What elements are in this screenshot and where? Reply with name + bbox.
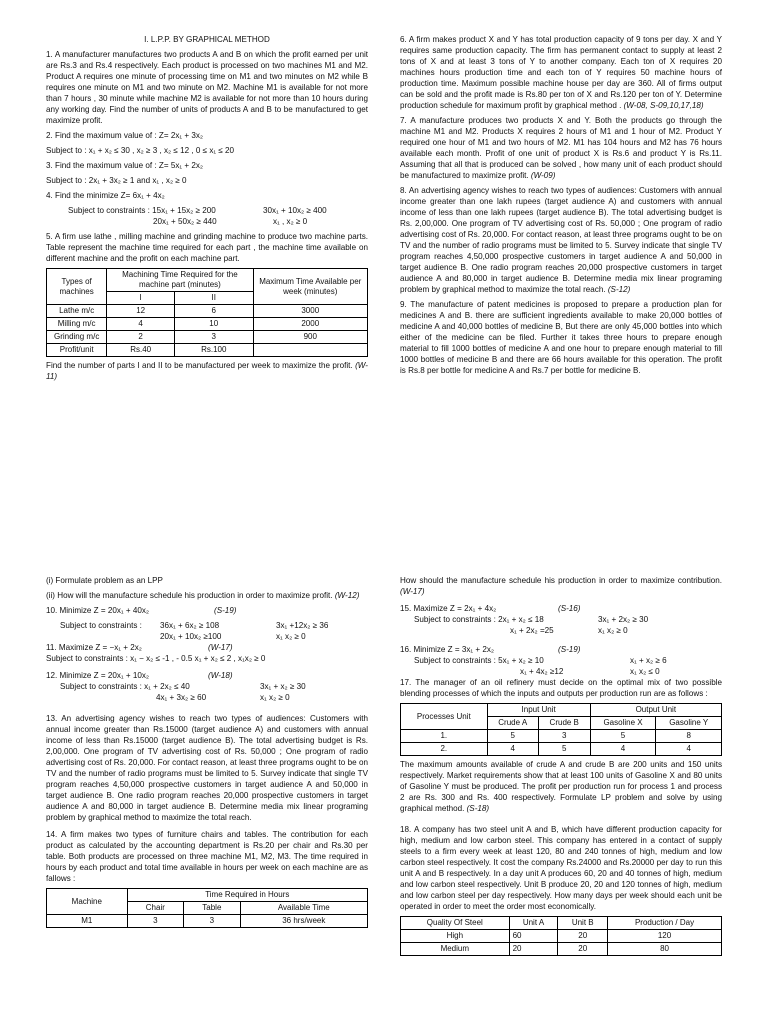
table-cell: 900 [253,331,367,344]
machine-table [46,268,368,357]
problem-14: 14. A firm makes two types of furniture chairs and tables. The contribution for each product as calculated by the accounting department is Rs.20 per chair and Rs.30 per table. Both products are processed on three machine M1, M2, M3. The time required in hours by each product and total time available in hours per week on each machine are as fallows : [46,830,368,883]
table-cell [253,344,367,357]
problem-4-constraints-row2: 20x₁ + 50x₂ ≥ 440 x₁ , x₂ ≥ 0 [153,217,308,226]
table-cell: 5 [538,743,590,756]
table-header: Available Time [240,902,367,915]
table-header: Crude B [538,717,590,730]
table-cell: 20 [509,943,558,956]
table-row [47,331,368,344]
bottom-right-column [400,575,722,959]
table-cell: 4 [107,318,175,331]
table-cell: 120 [608,930,722,943]
table-cell: 2. [401,743,488,756]
problem-17-after: The maximum amounts available of crude A and crude B are 200 units and 150 units respectively. Market requirements show that at least 100 units of Gasoline X and 80 units of Gasoline Y must be produced. The profit per production run for process 1 and process 2 are Rs. 300 and Rs. 400 respectively. Formulate LP problem and solve by using graphical method. (S-18) [400,760,722,813]
steel-table [400,916,722,956]
table-cell: 3000 [253,305,367,318]
problem-15-constraints: Subject to constraints : 2x₁ + x₂ ≤ 18 3x₁ + 2x₂ ≥ 30 [414,615,649,624]
problem-16: 16. Minimize Z = 3x₁ + 2x₂ (S-19) [400,645,581,654]
table-header: Table [184,902,241,915]
problem-10: 10. Minimize Z = 20x₁ + 40x₂ (S-19) [46,606,237,615]
problem-8: 8. An advertising agency wishes to reach two types of audiences: Customers with annual income greater than one lakh rupees (target audience A) and customers with annual income of less than one lakh rupees (target audience B). The total advertising budget is Rs. 2,00,000. One program of TV advertising cost of Rs. 50,000 ; One program of radio advertising cost of Rs. 20,000. For contact reason, at least three programs ought to be on TV and the number of radio programs must be limited to 5. Survey indicate that single TV program reaches 4,50,000 prospective customers in target audience A and 50,000 in target audience B. One radio program reaches 20,000 prospective customers in target audience A and 80,000 in target audience B. Determine media mix linear programing problem by graphical method to maximize the total reach. (S-12) [400,186,722,294]
problem-11: 11. Maximize Z = −x₁ + 2x₂ (W-17) [46,643,233,652]
table-header: Unit B [558,917,608,930]
table-cell: 2 [107,331,175,344]
table-cell: 6 [175,305,254,318]
table-header: Processes Unit [401,704,488,730]
problem-17: 17. The manager of an oil refinery must decide on the optimal mix of two possible blending processes of which the inputs and outputs per production run are as follows : [400,678,722,698]
problem-10-constraints-row2: 20x₁ + 10x₂ ≥100 x₁ x₂ ≥ 0 [160,632,306,641]
table-cell: High [401,930,510,943]
table-cell: 12 [107,305,175,318]
page-title: I. L.P.P. BY GRAPHICAL METHOD [144,35,270,44]
table-row [401,743,722,756]
table-cell: M1 [47,915,128,928]
table-header: Output Unit [590,704,721,717]
table-row [401,943,722,956]
refinery-table [400,703,722,756]
problem-12-constraints: Subject to constraints : x₁ + 2x₂ ≤ 40 3x₁ + x₂ ≥ 30 [60,682,306,691]
table-header: II [175,292,254,305]
problem-18: 18. A company has two steel unit A and B, which have different production capacity for high, medium and low carbon steel. This company has entered in a contact of supply steels to a firm every week at least 120, 80 and 240 tonnes of high, medium and low carbon steel respectively. It cost the company Rs.24000 and Rs.20000 per day to run this unit A and B respectively. In a day unit A produces 60, 20 and 40 tonnes of high, medium and low carbon steel respectively. Unit B produce 20, 20 and 120 tonnes of high, medium and low carbon steel per day respectively. How many days per week should each unit be operated in order to meet the order most economically. [400,825,722,911]
table-cell: 4 [590,743,656,756]
table-header: Crude A [487,717,538,730]
top-right-column [400,34,722,380]
table-row [47,305,368,318]
problem-12: 12. Minimize Z = 20x₁ + 10x₂ (W-18) [46,671,233,680]
table-header: Maximum Time Available per week (minutes) [253,269,367,305]
table-header: Chair [127,902,184,915]
part-ii: (ii) How will the manufacture schedule his production in order to maximize profit. (W-12) [46,591,360,600]
table-header: Machining Time Required for the machine part (minutes) [107,269,253,292]
bottom-left-column [46,575,368,931]
table-cell: Milling m/c [47,318,107,331]
table-row [47,344,368,357]
table-cell: 60 [509,930,558,943]
problem-6: 6. A firm makes product X and Y has total production capacity of 9 tons per day. X and Y requires same production capacity. The firm has permanent contact to supply at least 2 tons of X and at least 3 tons of Y to another company. Each ton of X requires 20 machines hours production time and each ton of Y requires 50 machine hours of production time. Maximum possible machine house per day are 360. All of firms output can be sold and the profit made is Rs.80 per ton of X and Rs.120 per ton of Y. Determine production schedule for maximum profit by graphical method . (W-08, S-09,10,17,18) [400,35,722,110]
problem-4-constraints-row1: Subject to constraints : 15x₁ + 15x₂ ≥ 200 30x₁ + 10x₂ ≥ 400 [68,206,327,215]
problem-3-constraints: Subject to : 2x₁ + 3x₂ ≥ 1 and x₁ , x₂ ≥ 0 [46,176,187,185]
table-header: Gasoline X [590,717,656,730]
problem-16-constraints-row2: x₁ + 4x₂ ≥12 x₁ x₂ ≤ 0 [520,667,660,676]
continuation: How should the manufacture schedule his production in order to maximize contribution. (W-17) [400,576,722,596]
problem-2: 2. Find the maximum value of : Z= 2x₁ + 3x₂ [46,131,204,140]
table-cell: 5 [590,730,656,743]
problem-3: 3. Find the maximum value of : Z= 5x₁ + 2x₂ [46,161,204,170]
table-cell: Lathe m/c [47,305,107,318]
table-row [401,730,722,743]
problem-5-question: Find the number of parts I and II to be manufactured per week to maximize the profit. (W-11) [46,361,368,381]
table-cell: 1. [401,730,488,743]
table-cell: 36 hrs/week [240,915,367,928]
table-cell: 8 [656,730,722,743]
table-cell: Medium [401,943,510,956]
table-cell: 3 [184,915,241,928]
problem-15-constraints-row2: x₁ + 2x₂ =25 x₁ x₂ ≥ 0 [510,626,628,635]
table-cell: 80 [608,943,722,956]
table-row [47,318,368,331]
table-cell: 20 [558,943,608,956]
furniture-table [46,888,368,928]
table-header: I [107,292,175,305]
table-header: Gasoline Y [656,717,722,730]
problem-13: 13. An advertising agency wishes to reach two types of audiences: Customers with annual income greater than Rs.15000 (target audience A) and customers with annual income of less than Rs.15000 (target audience B). The total advertising budget is Rs. 2,00,000. One program of TV advertising cost of Rs. 50,000 ; One program of radio advertising cost of Rs. 20,000. For contact reason, at least three programs ought to be on TV and the number of radio programs must be limited to 5. Survey indicate that single TV program reaches 4,50,000 prospective customers in target audience A and 50,000 in target audience B. One radio program reaches 20,000 prospective customers in target audience A and 80,000 in target audience B. Determine media mix linear programing problem by graphical method to maximize the total reach. [46,714,368,822]
table-header: Quality Of Steel [401,917,510,930]
problem-1: 1. A manufacturer manufactures two products A and B on which the profit earned per unit are Rs.3 and Rs.4 respectively. Each product is processed on two machines M1 and M2. Product A requires one minute of processing time on M1 and two minutes on M2 while B requires one minute on M1 and two minute on M2. Machine M1 is available for not more than 7 hours , 30 minute while machine M2 is available for not more than 10 hours during any working day. Find the number of units of products A and B to be manufactured to get maximize profit. [46,50,368,125]
problem-15: 15. Maximize Z = 2x₁ + 4x₂ (S-16) [400,604,581,613]
table-header: Unit A [509,917,558,930]
problem-12-constraints-row2: 4x₁ + 3x₂ ≥ 60 x₁ x₂ ≥ 0 [156,693,290,702]
problem-11-constraints: Subject to constraints : x₁ − x₂ ≤ -1 , - 0.5 x₁ + x₂ ≤ 2 , x₁x₂ ≥ 0 [46,654,266,663]
table-cell: 4 [487,743,538,756]
table-cell: 3 [538,730,590,743]
problem-5: 5. A firm use lathe , milling machine and grinding machine to produce two machine parts. Table represent the machine time required for each part , the machine time available on different machine and the profit on each machine part. [46,232,368,263]
problem-10-constraints: Subject to constraints : 36x₁ + 6x₂ ≥ 108 3x₁ +12x₂ ≥ 36 [60,621,329,630]
table-cell: 3 [175,331,254,344]
table-cell: Rs.100 [175,344,254,357]
table-cell: 5 [487,730,538,743]
table-header: Input Unit [487,704,590,717]
problem-4: 4. Find the minimize Z= 6x₁ + 4x₂ [46,191,165,200]
table-cell: 3 [127,915,184,928]
table-cell: 2000 [253,318,367,331]
table-header: Types of machines [47,269,107,305]
table-cell: Profit/unit [47,344,107,357]
table-cell: 10 [175,318,254,331]
problem-7: 7. A manufacture produces two products X and Y. Both the products go through the machine M1 and M2. Products X requires 2 hours of M1 and 1 hour of M2. Product Y required one hour of M1 and two hours of M2. M1 has 104 hours and M2 has 76 hours available each month. Profit of one unit of product X is Rs.6 and product Y is Rs.11. Assuming that all that is produced can be solved , how many unit of each product should be manufactured to maximize profit. (W-09) [400,116,722,180]
part-i: (i) Formulate problem as an LPP [46,576,163,585]
table-header: Production / Day [608,917,722,930]
table-cell: Grinding m/c [47,331,107,344]
table-cell: Rs.40 [107,344,175,357]
table-row [401,930,722,943]
table-header: Time Required in Hours [127,889,367,902]
problem-9: 9. The manufacture of patent medicines is proposed to prepare a production plan for medicines A and B. there are sufficient ingredients available to make 20,000 bottles of medicine A and 40,000 bottles of medicine B, But there are only 45,000 bottles into which either of the medicine can be filed. Further it takes three hours to prepare enough material to fill 1000 bottles of medicine A and one hour to prepare enough material to fill 1000 bottles of medicine B and there are 66 hours available for this operation. The profit is Rs.8 per bottle for medicine A and Rs.7 per bottle for medicine B. [400,300,722,375]
table-cell: 20 [558,930,608,943]
table-row [47,915,368,928]
table-cell: 4 [656,743,722,756]
table-header: Machine [47,889,128,915]
top-left-column [46,34,368,386]
problem-2-constraints: Subject to : x₁ + x₂ ≤ 30 , x₂ ≥ 3 , x₂ ≤ 12 , 0 ≤ x₁ ≤ 20 [46,146,235,155]
problem-16-constraints: Subject to constraints : 5x₁ + x₂ ≥ 10 x₁ + x₂ ≥ 6 [414,656,667,665]
